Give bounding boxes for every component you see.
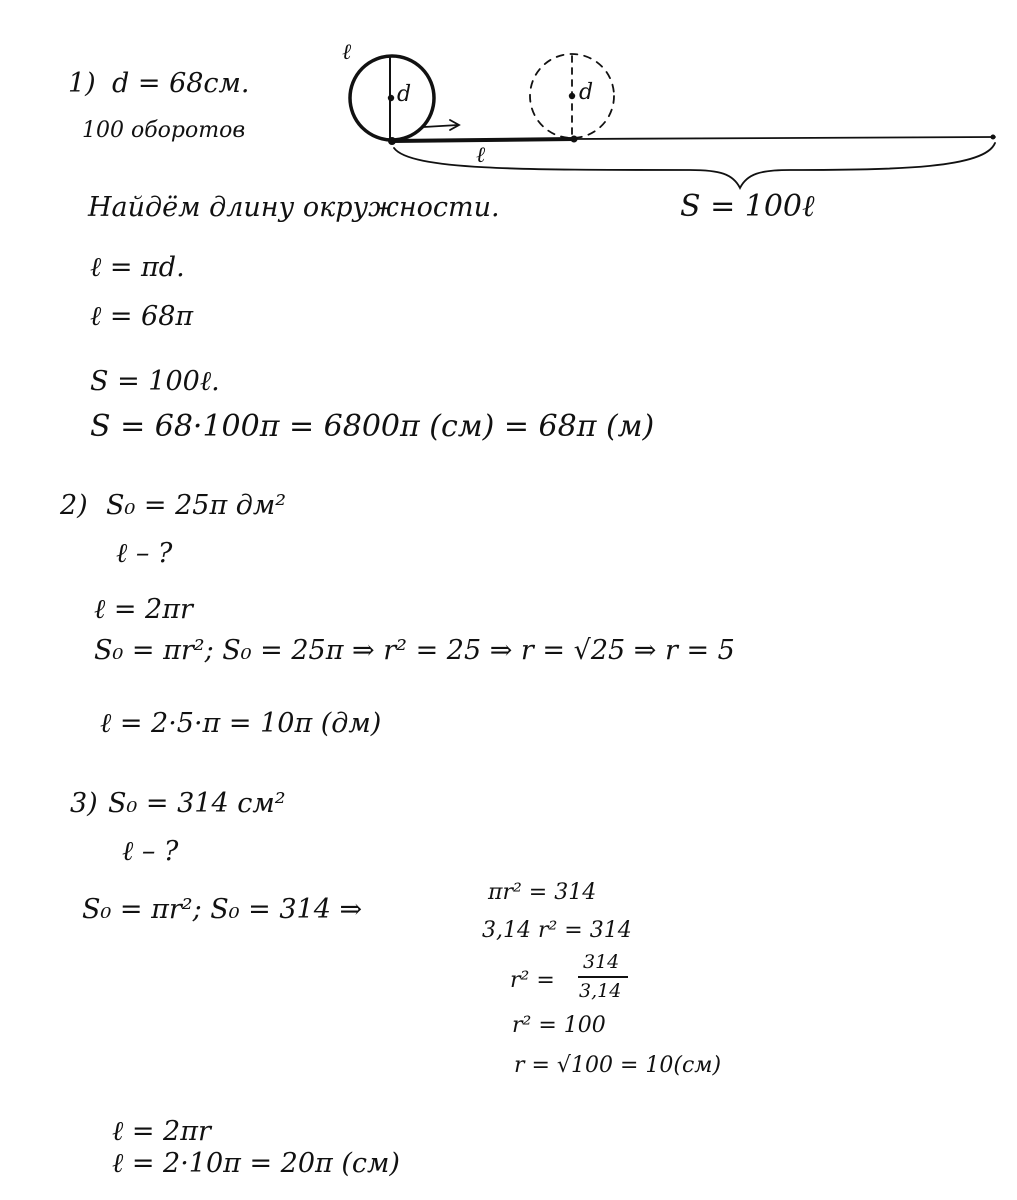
problem3-calc5: r = √100 = 10(см) [514,1053,722,1078]
roll-path-thin [574,137,995,139]
problem1-given-turns: 100 оборотов [82,118,246,143]
diagram-label-d-solid: d [397,82,412,107]
problem3-ask: ℓ – ? [122,836,179,867]
contact-point-end [571,136,578,143]
contact-point-start [388,137,396,145]
problem2-number: 2) [60,490,88,521]
center-dot-dashed [569,93,575,99]
problem3-calc2: 3,14 r² = 314 [482,918,632,943]
diagram-label-l-top: ℓ [342,40,352,65]
path-end-point [991,135,996,140]
problem2-ask: ℓ – ? [116,538,173,569]
diagram-label-total: S = 100ℓ [680,189,815,224]
problem3-step2: ℓ = 2πr [112,1116,211,1147]
problem1-step1: ℓ = πd. [90,252,185,283]
problem3-step1: S₀ = πr²; S₀ = 314 ⇒ [82,894,363,925]
problem2-step3: ℓ = 2·5·π = 10π (дм) [100,708,382,739]
problem1-step3: S = 100ℓ. [90,366,220,397]
problem1-number: 1) [68,68,96,99]
problem2-given: S₀ = 25π дм² [106,490,287,521]
problem3-step3: ℓ = 2·10π = 20π (см) [112,1148,400,1179]
problem3-calc3-denominator: 3,14 [579,980,622,1002]
problem3-calc3-lhs: r² = [510,968,555,993]
diagram-label-d-dashed: d [579,80,594,105]
problem1-given-d: d = 68см. [112,68,250,99]
center-dot-solid [388,95,394,101]
motion-arrow-shaft [424,125,458,127]
problem3-calc1: πr² = 314 [488,880,597,905]
problem3-number: 3) [70,788,98,819]
problem1-step2: ℓ = 68π [90,301,194,332]
problem3-fraction-bar [578,976,628,978]
diagram-label-l-bottom: ℓ [476,143,486,168]
problem2-step1: ℓ = 2πr [94,594,193,625]
problem1-step4: S = 68·100π = 6800π (см) = 68π (м) [90,409,655,444]
problem3-calc4: r² = 100 [512,1013,606,1038]
problem1-find-text: Найдём длину окружности. [88,192,500,223]
problem3-calc3-numerator: 314 [583,951,620,973]
problem3-given: S₀ = 314 см² [108,788,286,819]
roll-path-bold [392,139,574,141]
problem2-step2: S₀ = πr²; S₀ = 25π ⇒ r² = 25 ⇒ r = √25 ⇒ r = 5 [94,635,735,666]
